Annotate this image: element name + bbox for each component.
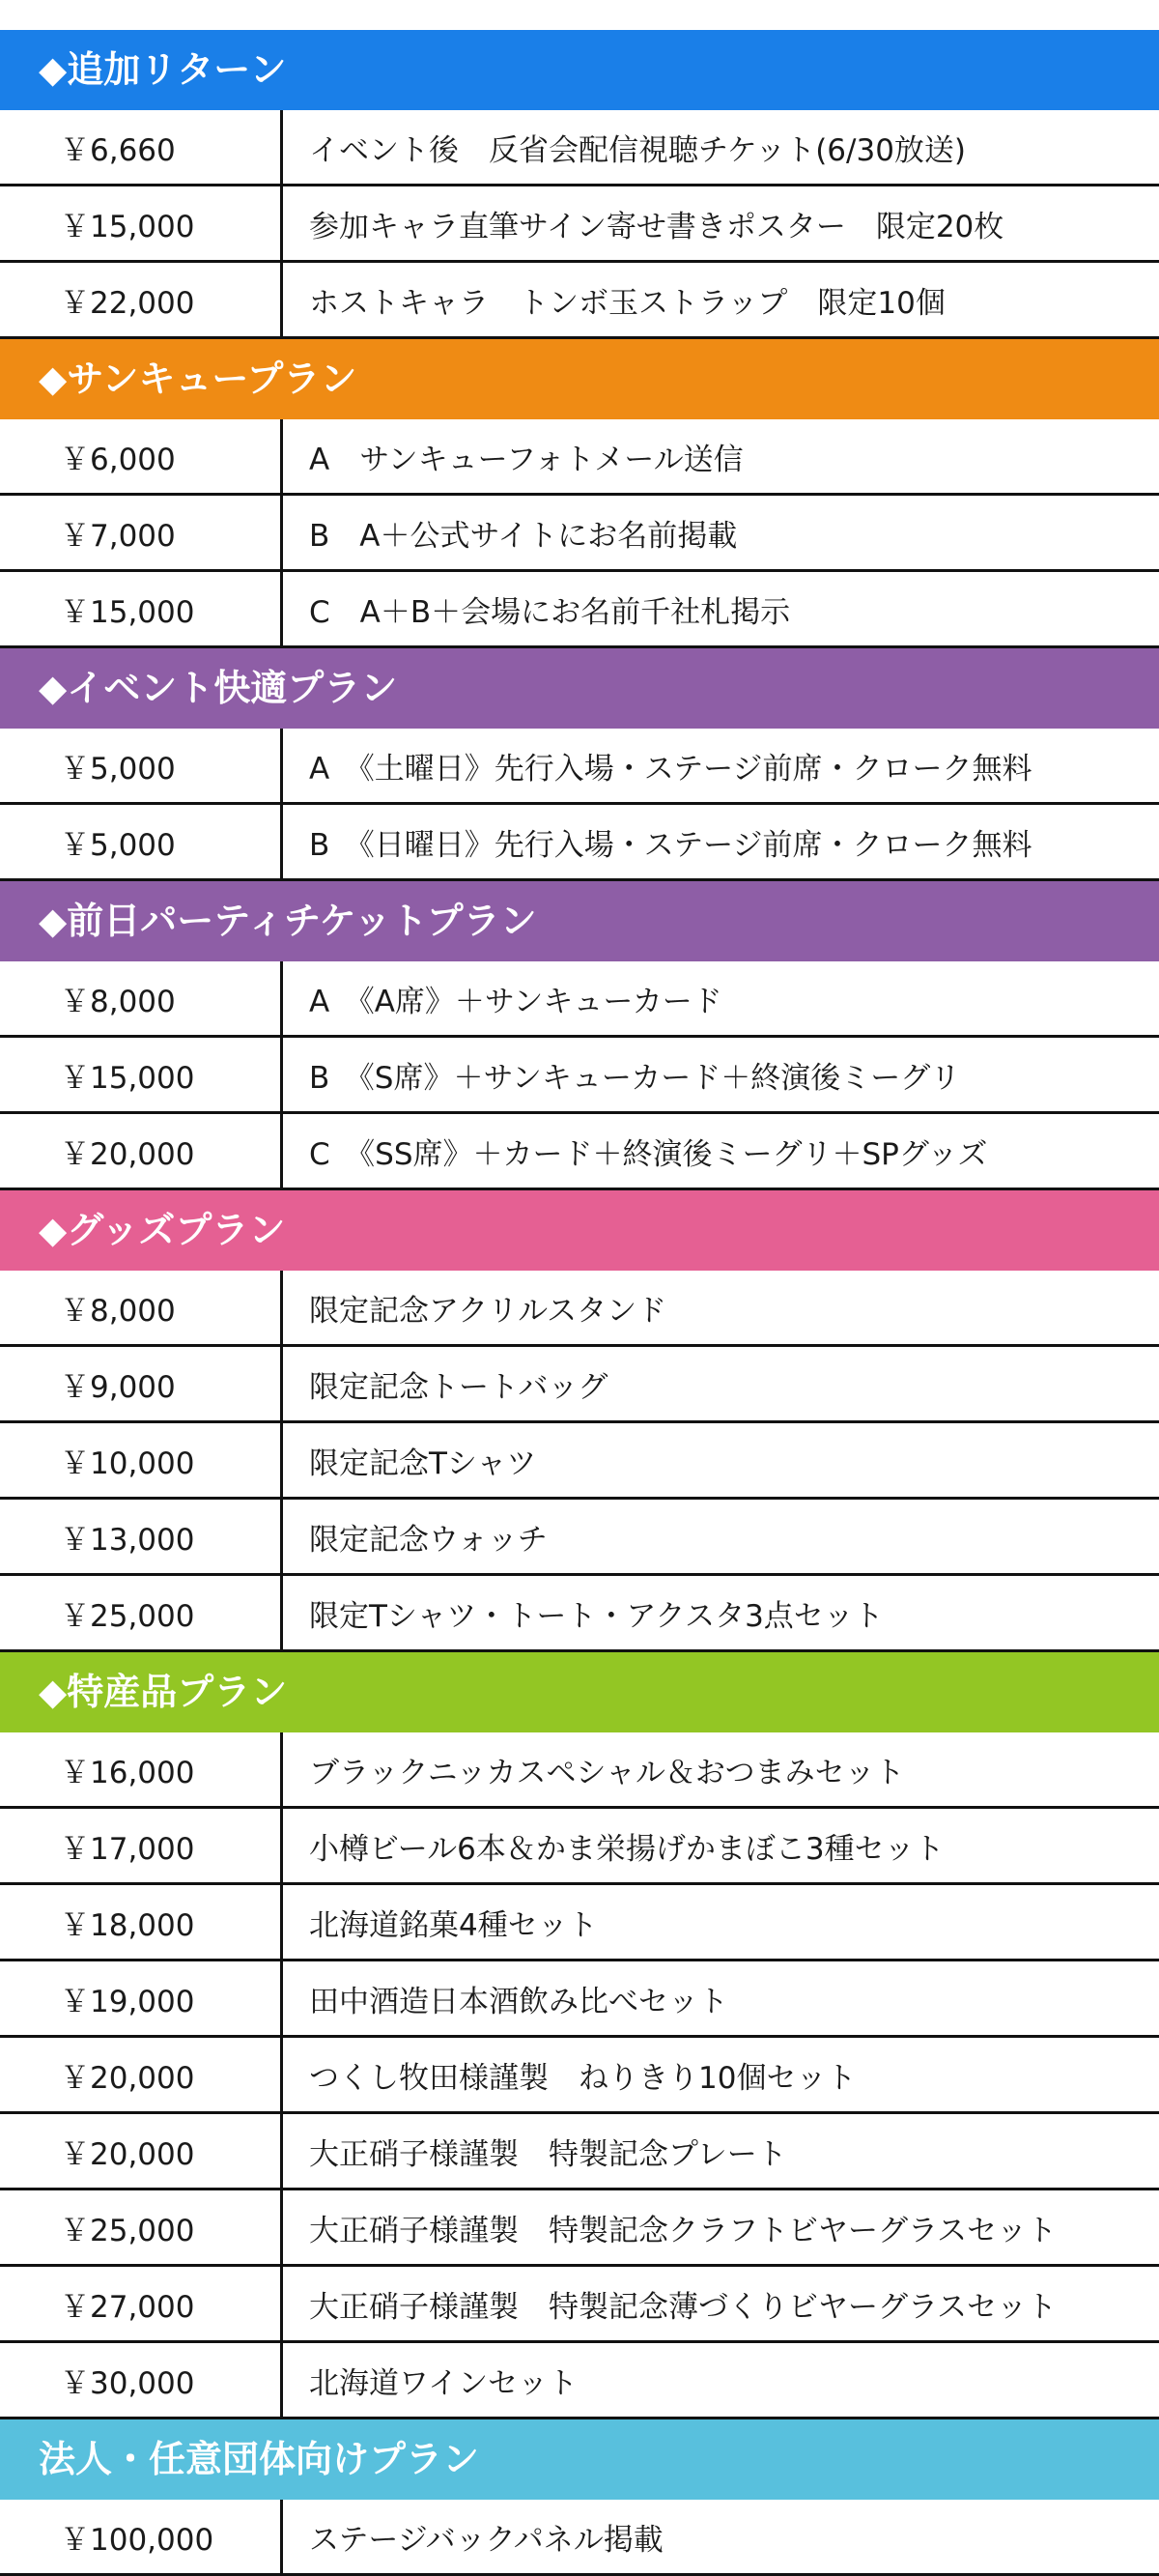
description-cell: B 《S席》＋サンキューカード＋終演後ミーグリ [309, 1060, 961, 1096]
plan-section [0, 1652, 1159, 2419]
plan-section [0, 30, 1159, 339]
table-row [0, 2114, 1159, 2190]
description-cell: 限定Tシャツ・トート・アクスタ3点セット [309, 1598, 884, 1634]
description-cell: 限定記念Tシャツ [309, 1445, 537, 1481]
table-row [0, 1423, 1159, 1500]
price-cell: ￥15,000 [0, 572, 283, 645]
description-cell: 北海道ワインセット [309, 2365, 579, 2401]
table-row [0, 2038, 1159, 2114]
price-cell: ￥8,000 [0, 1271, 283, 1344]
description-cell: 限定記念トートバッグ [309, 1369, 608, 1405]
description-cell: 大正硝子様謹製 特製記念薄づくりビヤーグラスセット [309, 2289, 1058, 2325]
table-row [0, 1885, 1159, 1961]
plan-section [0, 2419, 1159, 2576]
description-cell: 大正硝子様謹製 特製記念クラフトビヤーグラスセット [309, 2213, 1058, 2248]
price-cell: ￥19,000 [0, 1961, 283, 2035]
description-cell: つくし牧田様謹製 ねりきり10個セット [309, 2060, 857, 2096]
price-cell: ￥5,000 [0, 729, 283, 802]
description-cell: ホストキャラ トンボ玉ストラップ 限定10個 [309, 285, 946, 321]
section-header: ◆前日パーティチケットプラン [0, 881, 1159, 961]
table-row [0, 2343, 1159, 2419]
price-cell: ￥20,000 [0, 1114, 283, 1188]
price-cell: ￥25,000 [0, 2190, 283, 2264]
table-row [0, 1809, 1159, 1885]
price-cell: ￥27,000 [0, 2267, 283, 2340]
section-header: ◆グッズプラン [0, 1190, 1159, 1271]
description-cell: B A＋公式サイトにお名前掲載 [309, 518, 738, 554]
table-row [0, 1038, 1159, 1114]
section-rows [0, 110, 1159, 339]
price-cell: ￥5,000 [0, 805, 283, 878]
description-cell: 田中酒造日本酒飲み比べセット [309, 1984, 728, 2019]
price-cell: ￥18,000 [0, 1885, 283, 1959]
price-cell: ￥13,000 [0, 1500, 283, 1573]
section-rows [0, 1732, 1159, 2419]
price-cell: ￥10,000 [0, 1423, 283, 1497]
price-cell: ￥25,000 [0, 1576, 283, 1649]
table-row [0, 961, 1159, 1038]
section-header: ◆追加リターン [0, 30, 1159, 110]
section-header: ◆サンキュープラン [0, 339, 1159, 419]
price-cell: ￥16,000 [0, 1732, 283, 1806]
price-cell: ￥7,000 [0, 496, 283, 569]
section-rows [0, 961, 1159, 1190]
section-header: ◆イベント快適プラン [0, 648, 1159, 729]
section-header: ◆特産品プラン [0, 1652, 1159, 1732]
section-rows [0, 419, 1159, 648]
plan-table [0, 30, 1159, 2576]
section-rows [0, 729, 1159, 881]
description-cell: A 《A席》＋サンキューカード [309, 984, 722, 1019]
description-cell: ステージバックパネル掲載 [309, 2522, 664, 2558]
price-cell: ￥9,000 [0, 1347, 283, 1420]
plan-section [0, 339, 1159, 648]
table-row [0, 1271, 1159, 1347]
description-cell: B 《日曜日》先行入場・ステージ前席・クローク無料 [309, 827, 1032, 863]
table-row [0, 1500, 1159, 1576]
price-cell: ￥17,000 [0, 1809, 283, 1882]
price-cell: ￥100,000 [0, 2500, 283, 2573]
price-cell: ￥22,000 [0, 263, 283, 336]
price-cell: ￥20,000 [0, 2114, 283, 2188]
table-row [0, 496, 1159, 572]
section-rows [0, 1271, 1159, 1652]
table-row [0, 1114, 1159, 1190]
description-cell: A 《土曜日》先行入場・ステージ前席・クローク無料 [309, 751, 1032, 787]
price-cell: ￥15,000 [0, 1038, 283, 1111]
table-row [0, 2190, 1159, 2267]
plan-section [0, 881, 1159, 1190]
description-cell: 小樽ビール6本＆かま栄揚げかまぼこ3種セット [309, 1831, 945, 1867]
table-row [0, 1961, 1159, 2038]
description-cell: 参加キャラ直筆サイン寄せ書きポスター 限定20枚 [309, 209, 1004, 244]
price-cell: ￥20,000 [0, 2038, 283, 2111]
table-row [0, 805, 1159, 881]
description-cell: A サンキューフォトメール送信 [309, 442, 744, 477]
section-header: 法人・任意団体向けプラン [0, 2419, 1159, 2500]
description-cell: 大正硝子様謹製 特製記念プレート [309, 2136, 787, 2172]
table-row [0, 1347, 1159, 1423]
description-cell: C A＋B＋会場にお名前千社札掲示 [309, 594, 791, 630]
price-cell: ￥6,660 [0, 110, 283, 184]
price-cell: ￥8,000 [0, 961, 283, 1035]
table-row [0, 2267, 1159, 2343]
plan-section [0, 648, 1159, 881]
table-row [0, 572, 1159, 648]
section-rows [0, 2500, 1159, 2576]
description-cell: イベント後 反省会配信視聴チケット(6/30放送) [309, 132, 967, 168]
price-cell: ￥30,000 [0, 2343, 283, 2417]
table-row [0, 729, 1159, 805]
description-cell: ブラックニッカスペシャル＆おつまみセット [309, 1755, 905, 1790]
table-row [0, 110, 1159, 186]
table-row [0, 2500, 1159, 2576]
table-row [0, 263, 1159, 339]
price-cell: ￥6,000 [0, 419, 283, 493]
table-row [0, 186, 1159, 263]
description-cell: 限定記念アクリルスタンド [309, 1293, 667, 1329]
table-row [0, 1732, 1159, 1809]
table-row [0, 1576, 1159, 1652]
description-cell: C 《SS席》＋カード＋終演後ミーグリ＋SPグッズ [309, 1136, 988, 1172]
price-cell: ￥15,000 [0, 186, 283, 260]
plan-section [0, 1190, 1159, 1652]
table-row [0, 419, 1159, 496]
description-cell: 北海道銘菓4種セット [309, 1907, 598, 1943]
description-cell: 限定記念ウォッチ [309, 1522, 548, 1558]
